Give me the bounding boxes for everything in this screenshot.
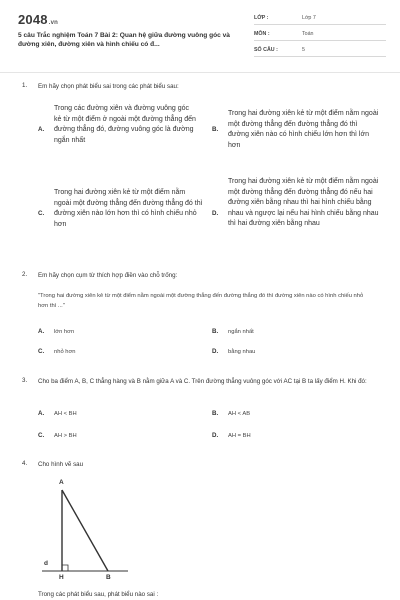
header bbox=[18, 12, 386, 64]
meta-subject-row bbox=[254, 28, 386, 41]
question-1 bbox=[22, 82, 382, 262]
option-b-letter[interactable]: B. bbox=[212, 126, 219, 133]
site-logo[interactable]: 2048.vn bbox=[18, 12, 59, 27]
right-angle-mark bbox=[62, 565, 68, 571]
option-d-text[interactable]: bằng nhau bbox=[228, 349, 256, 355]
label-d: d bbox=[44, 560, 48, 567]
option-c-text[interactable]: Trong hai đường xiên kẻ từ một điểm nằm ngoài một đường thẳng đến đường thẳng đó thì đường xiên nào lớn hơn thì có hình chiếu nhỏ hơn bbox=[54, 189, 203, 228]
option-b-letter[interactable]: B. bbox=[212, 410, 219, 417]
question-2 bbox=[22, 271, 382, 371]
question-number: 1. bbox=[22, 82, 28, 89]
option-a-letter[interactable]: A. bbox=[38, 328, 45, 335]
question-4 bbox=[22, 460, 382, 480]
option-d-letter[interactable]: D. bbox=[212, 210, 219, 217]
triangle-diagram bbox=[40, 478, 130, 584]
question-text: Cho ba điểm A, B, C thẳng hàng và B nằm giữa A và C. Trên đường thẳng vuông góc với AC tại B ta lấy điểm H. Khi đó: bbox=[38, 378, 367, 385]
option-b-text[interactable]: AH < AB bbox=[228, 411, 251, 417]
option-d-letter[interactable]: D. bbox=[212, 432, 219, 439]
meta-info bbox=[254, 12, 386, 60]
option-a-text[interactable]: Trong các đường xiên và đường vuông góc kẻ từ một điểm ở ngoài một đường thẳng đến đường thẳng đó, đường vuông góc là đường ngắn nhất bbox=[54, 105, 196, 144]
question-3 bbox=[22, 377, 382, 447]
question-text: Cho hình vẽ sau bbox=[38, 461, 84, 468]
meta-class-row bbox=[254, 12, 386, 25]
triangle-figure bbox=[40, 478, 130, 584]
meta-class-label: LỚP : bbox=[254, 15, 269, 21]
option-b-text[interactable]: Trong hai đường xiên kẻ từ một điểm nằm ngoài một đường thẳng đến đường thẳng đó thì đường xiên nào có hình chiếu lớn hơn thì lớn hơn bbox=[228, 110, 379, 149]
meta-subject-value: Toán bbox=[302, 31, 314, 37]
question-4-followup: Trong các phát biểu sau, phát biểu nào sai : bbox=[38, 591, 159, 598]
option-d-letter[interactable]: D. bbox=[212, 348, 219, 355]
option-b-letter[interactable]: B. bbox=[212, 328, 219, 335]
option-c-text[interactable]: nhỏ hơn bbox=[54, 349, 76, 355]
document-title: 5 câu Trắc nghiệm Toán 7 Bài 2: Quan hệ giữa đường vuông góc và đường xiên, đường xiên và hình chiếu có đ... bbox=[18, 32, 230, 48]
option-c-letter[interactable]: C. bbox=[38, 210, 45, 217]
label-a: A bbox=[59, 479, 64, 486]
option-c-letter[interactable]: C. bbox=[38, 432, 45, 439]
header-divider bbox=[0, 72, 400, 73]
meta-class-value: Lớp 7 bbox=[302, 15, 316, 21]
option-b-text[interactable]: ngắn nhất bbox=[228, 329, 254, 335]
question-number: 2. bbox=[22, 271, 28, 278]
option-c-letter[interactable]: C. bbox=[38, 348, 45, 355]
label-b: B bbox=[106, 574, 111, 581]
meta-subject-label: MÔN : bbox=[254, 31, 270, 37]
option-c-text[interactable]: AH > BH bbox=[54, 433, 77, 439]
option-a-text[interactable]: AH < BH bbox=[54, 411, 77, 417]
option-d-text[interactable]: Trong hai đường xiên kẻ từ một điểm nằm ngoài một đường thẳng đến đường thẳng đó nếu hai đường xiên bằng nhau thì hai hình chiếu bằng nhau và ngược lại nếu hai hình chiếu bằng nhau thì hai đường xiên bằng nhau bbox=[228, 178, 379, 227]
option-d-text[interactable]: AH = BH bbox=[228, 433, 251, 439]
option-a-letter[interactable]: A. bbox=[38, 126, 45, 133]
question-text: Em hãy chọn cụm từ thích hợp điền vào chỗ trống: bbox=[38, 272, 178, 279]
question-number: 4. bbox=[22, 460, 28, 467]
meta-count-value: 5 bbox=[302, 47, 305, 53]
segment-ab bbox=[62, 490, 108, 571]
label-h: H bbox=[59, 574, 64, 581]
meta-count-row bbox=[254, 44, 386, 57]
meta-count-label: SỐ CÂU : bbox=[254, 47, 278, 53]
option-a-letter[interactable]: A. bbox=[38, 410, 45, 417]
question-text: Em hãy chọn phát biểu sai trong các phát biểu sau: bbox=[38, 83, 179, 90]
question-number: 3. bbox=[22, 377, 28, 384]
option-a-text[interactable]: lớn hơn bbox=[54, 329, 75, 335]
fill-in-quote: "Trong hai đường xiên kẻ từ một điểm nằm ngoài một đường thẳng đến đường thẳng đó thì đường xiên nào có hình chiếu nhỏ hơn thì ..." bbox=[38, 293, 364, 309]
